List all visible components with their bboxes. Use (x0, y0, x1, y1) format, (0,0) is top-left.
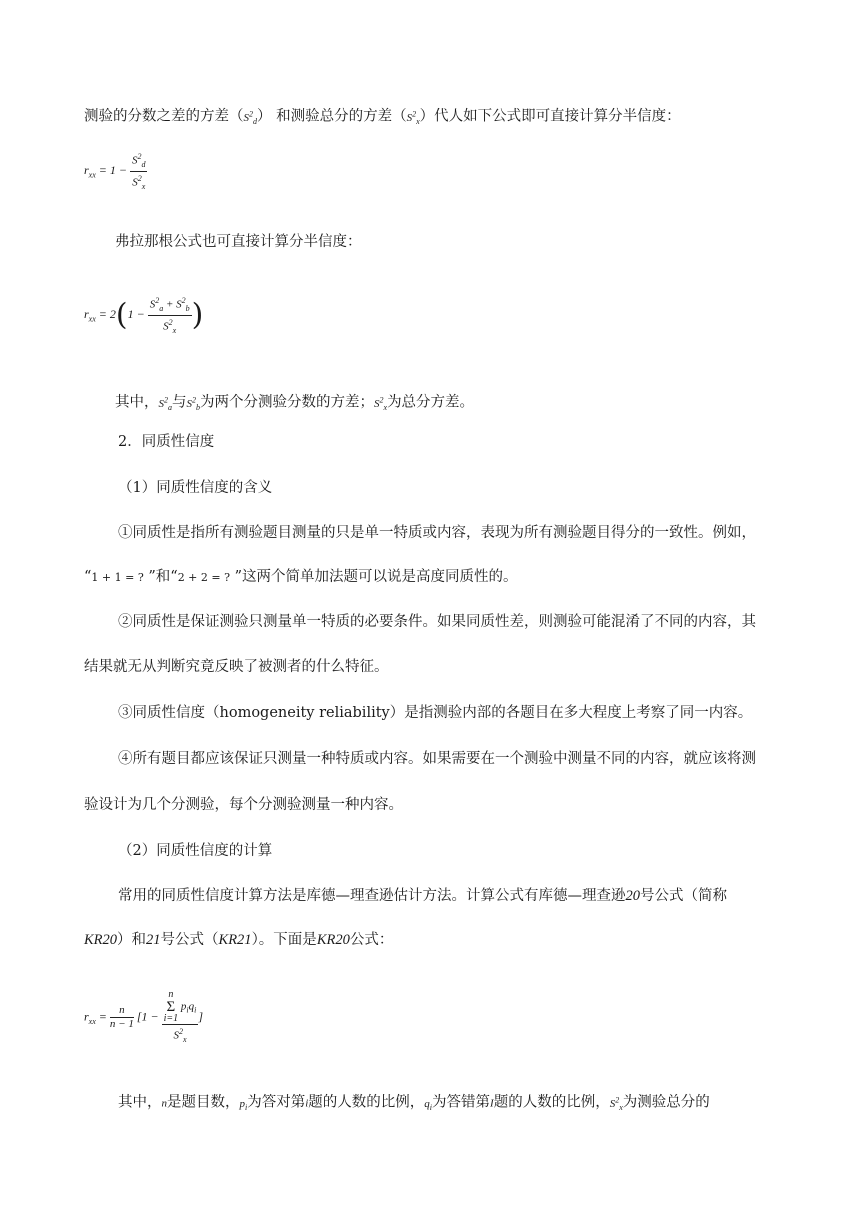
text-span: 其中， (118, 1094, 162, 1111)
text-span: 测验的分数之差的方差（ (84, 108, 244, 125)
paragraph-line-15 (84, 930, 393, 950)
text-span: 为两个分测验分数的方差； (200, 394, 374, 411)
symbol-pi: $p_i$ (239, 1097, 248, 1112)
paragraph-line-8: ②同质性是保证测验只测量单一特质的必要条件。如果同质性差，则测验可能混淆了不同的内容，其 (118, 614, 756, 630)
text-span: 为答对第 (247, 1094, 306, 1111)
symbol-n: n (161, 1097, 167, 1110)
symbol-I: I (490, 1097, 494, 1110)
subsection-heading-1: （1）同质性信度的含义 (118, 480, 273, 496)
formula-number-20: 20 (625, 888, 640, 904)
text-span: ）和 (117, 932, 147, 948)
formula-split-half-diff: $r_{xx} = 1$ − $\frac{S^2_d}{S^2_x}$ (84, 152, 146, 191)
symbol-qi: $q_i$ (424, 1097, 433, 1112)
text-span: 号公式（ (160, 932, 219, 948)
variance-sx-symbol: $S^2_x$ (374, 395, 388, 412)
equation-2plus2: 2 + 2 = ? (177, 571, 231, 584)
text-span: 是题目数， (167, 1094, 240, 1111)
formula-kr20: $r_{xx}$ = $\frac{n}{n - 1}$ [1 − n Σ i=1 $p_iq_i$ $S^2_x$ ] (84, 989, 204, 1044)
paragraph-line-9: 结果就无从判断究竟反映了被测者的什么特征。 (84, 659, 389, 675)
text-span: ）代人如下公式即可直接计算分半信度： (419, 108, 681, 125)
text-span: 为答错第 (432, 1094, 491, 1111)
variance-sb-symbol: $S^2_b$ (186, 395, 200, 412)
paragraph-line-6: ①同质性是指所有测验题目测量的只是单一特质或内容，表现为所有测验题目得分的一致性。例如， (118, 525, 756, 541)
text-span: 公式： (349, 932, 394, 948)
paragraph-line-16 (118, 1090, 710, 1118)
variance-sd-symbol: $S^2_d$ (243, 109, 257, 126)
paragraph-line-7 (84, 567, 518, 588)
kr20-label: KR20 (316, 932, 350, 948)
text-span: 号公式（简称 (640, 888, 727, 904)
paragraph-line-12: 验设计为几个分测验，每个分测验测量一种内容。 (84, 797, 403, 813)
formula-flanagan: $r_{xx} = 2(1$ − $\frac{S^2_a + S^2_b}{S^2_x}$ ) (84, 296, 204, 335)
paragraph-line-10: ③同质性信度（homogeneity reliability）是指测验内部的各题目在多大程度上考察了同一内容。 (118, 705, 753, 721)
text-span: 为总分方差。 (387, 394, 475, 411)
text-span: ） 和测验总分的方差（ (257, 108, 407, 125)
text-span: 与 (172, 394, 187, 411)
text-span: 其中， (115, 394, 159, 411)
text-span: ”这两个简单加法题可以说是高度同质性的。 (230, 569, 518, 585)
formula-number-21: 21 (146, 932, 161, 948)
text-span: 为测验总分的 (622, 1094, 710, 1111)
text-span: ）。下面是 (251, 932, 317, 948)
section-heading-2: 2．同质性信度 (118, 434, 215, 450)
text-span: “ (84, 569, 92, 585)
symbol-i: i (305, 1097, 309, 1110)
kr21-label: KR21 (218, 932, 252, 948)
variance-sa-symbol: $S^2_a$ (158, 395, 172, 412)
variance-sx-symbol: $S^2_x$ (609, 1095, 623, 1112)
paragraph-line-14 (118, 886, 727, 906)
subsection-heading-2: （2）同质性信度的计算 (118, 843, 273, 859)
paragraph-line-3 (115, 390, 474, 418)
text-span: 题的人数的比例， (493, 1094, 610, 1111)
text-span: 常用的同质性信度计算方法是库德—理查逊估计方法。计算公式有库德—理查逊 (118, 888, 626, 904)
text-span: ”和“ (143, 569, 178, 585)
equation-1plus1: 1 + 1 = ? (91, 571, 144, 584)
paragraph-line-1 (84, 104, 681, 132)
kr20-label: KR20 (84, 932, 118, 948)
variance-sx-symbol: $S^2_x$ (406, 109, 420, 126)
paragraph-line-2: 弗拉那根公式也可直接计算分半信度： (115, 234, 362, 250)
text-span: 题的人数的比例， (308, 1094, 425, 1111)
paragraph-line-11: ④所有题目都应该保证只测量一种特质或内容。如果需要在一个测验中测量不同的内容，就应该将测 (118, 751, 756, 767)
